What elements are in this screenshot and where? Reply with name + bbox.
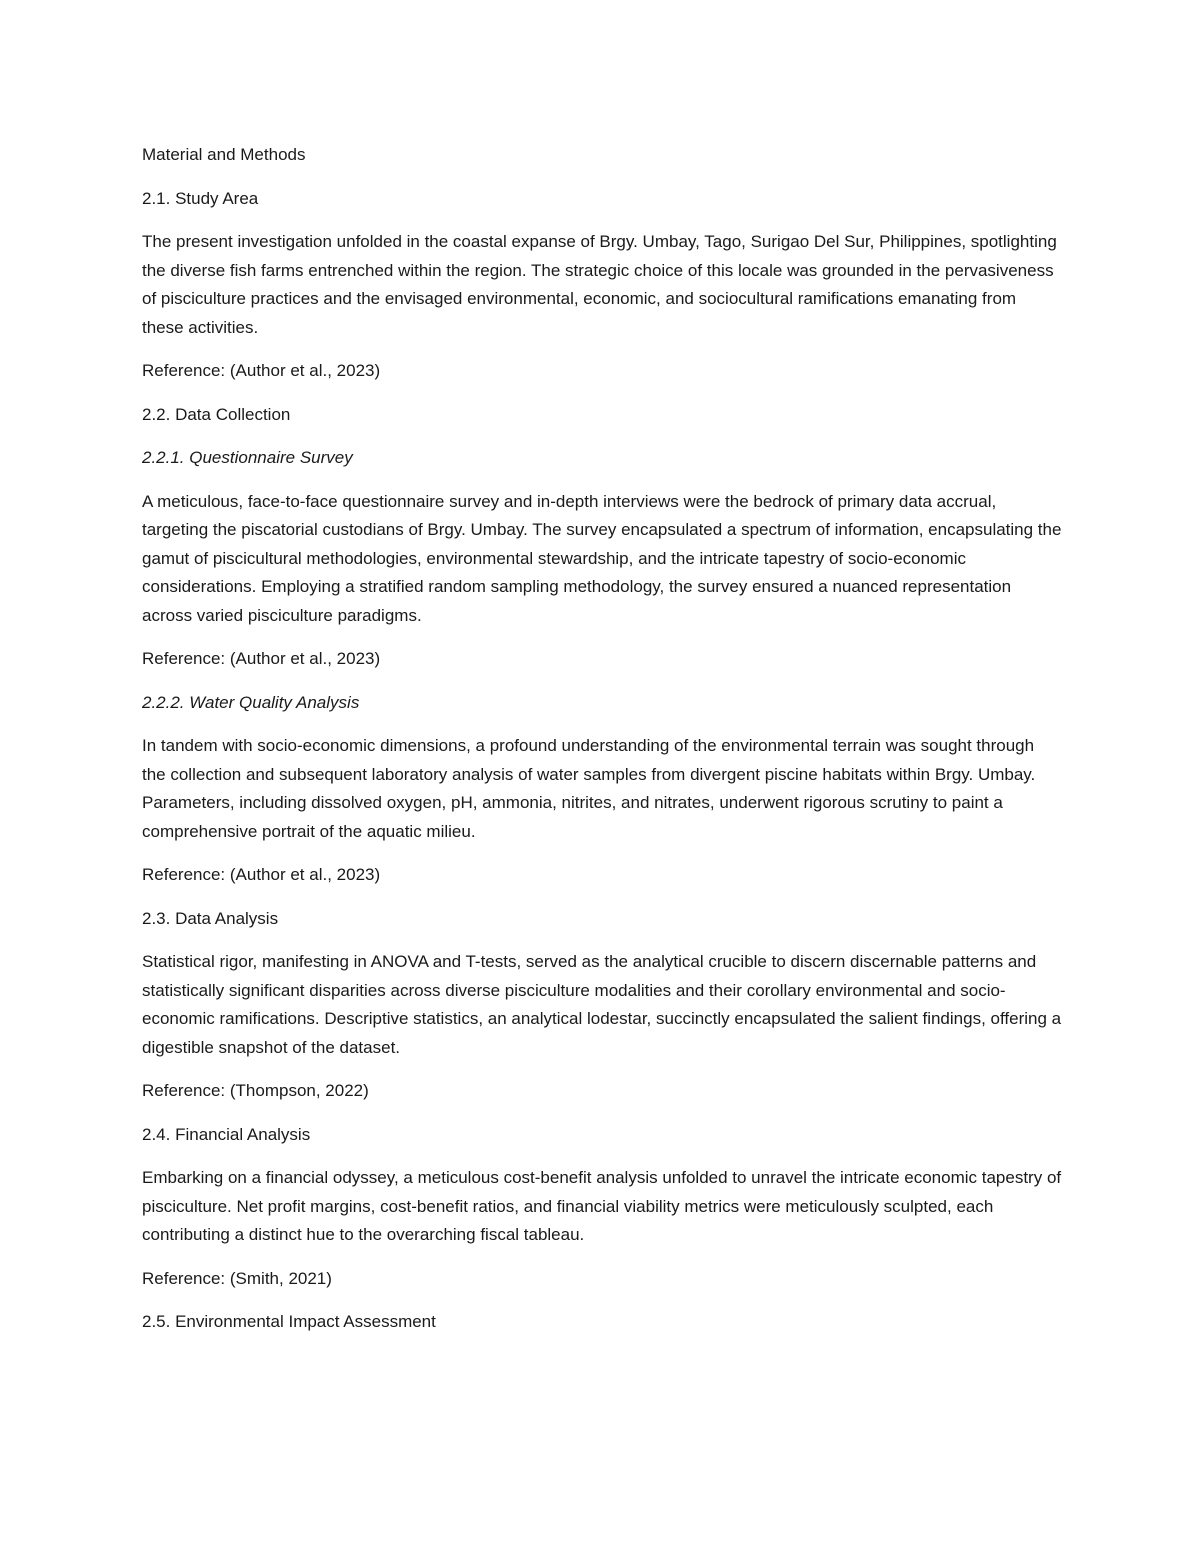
reference-water-quality: Reference: (Author et al., 2023)	[142, 865, 381, 884]
paragraph-questionnaire-survey: A meticulous, face-to-face questionnaire survey and in-depth interviews were the bedrock of primary data accrual, targeting the piscatorial custodians of Brgy. Umbay. The survey encapsulated a spectrum of information, encapsulating the gamut of piscicultural methodologies, environmental stewardship, and the intricate tapestry of socio-economic considerations. Employing a stratified random sampling methodology, the survey ensured a nuanced representation across varied pisciculture paradigms.	[142, 491, 1062, 625]
section-heading-data-analysis: 2.3. Data Analysis	[142, 908, 279, 928]
reference-study-area: Reference: (Author et al., 2023)	[142, 361, 381, 380]
paragraph-financial-analysis: Embarking on a financial odyssey, a meticulous cost-benefit analysis unfolded to unravel the intricate economic tapestry of pisciculture. Net profit margins, cost-benefit ratios, and financial viability metrics were meticulously sculpted, each contributing a distinct hue to the overarching fiscal tableau.	[142, 1168, 1062, 1244]
reference-financial-analysis: Reference: (Smith, 2021)	[142, 1268, 332, 1288]
reference-questionnaire-survey: Reference: (Author et al., 2023)	[142, 649, 381, 668]
section-heading-data-collection: 2.2. Data Collection	[142, 404, 291, 424]
section-heading-financial-analysis: 2.4. Financial Analysis	[142, 1124, 311, 1144]
subsection-heading-questionnaire-survey: 2.2.1. Questionnaire Survey	[142, 448, 353, 467]
paragraph-water-quality: In tandem with socio-economic dimensions, a profound understanding of the environmental terrain was sought through the collection and subsequent laboratory analysis of water samples from divergent piscine habitats within Brgy. Umbay. Parameters, including dissolved oxygen, pH, ammonia, nitrites, and nitrates, underwent rigorous scrutiny to paint a comprehensive portrait of the aquatic milieu.	[142, 736, 1036, 841]
paragraph-study-area: The present investigation unfolded in the coastal expanse of Brgy. Umbay, Tago, Surigao Del Sur, Philippines, spotlighting the diverse fish farms entrenched within the region. The strategic choice of this locale was grounded in the pervasiveness of pisciculture practices and the envisaged environmental, economic, and sociocultural ramifications emanating from these activities.	[142, 232, 1057, 337]
paragraph-data-analysis: Statistical rigor, manifesting in ANOVA and T-tests, served as the analytical crucible to discern discernable patterns and statistically significant disparities across diverse pisciculture modalities and their corollary environmental and socio-economic ramifications. Descriptive statistics, an analytical lodestar, succinctly encapsulated the salient findings, offering a digestible snapshot of the dataset.	[142, 952, 1062, 1057]
reference-data-analysis: Reference: (Thompson, 2022)	[142, 1081, 369, 1100]
subsection-heading-water-quality: 2.2.2. Water Quality Analysis	[142, 692, 360, 712]
document-body	[142, 141, 1062, 1352]
section-heading-study-area: 2.1. Study Area	[142, 188, 259, 208]
section-heading-environmental-impact: 2.5. Environmental Impact Assessment	[142, 1312, 436, 1331]
document-title: Material and Methods	[142, 145, 306, 164]
